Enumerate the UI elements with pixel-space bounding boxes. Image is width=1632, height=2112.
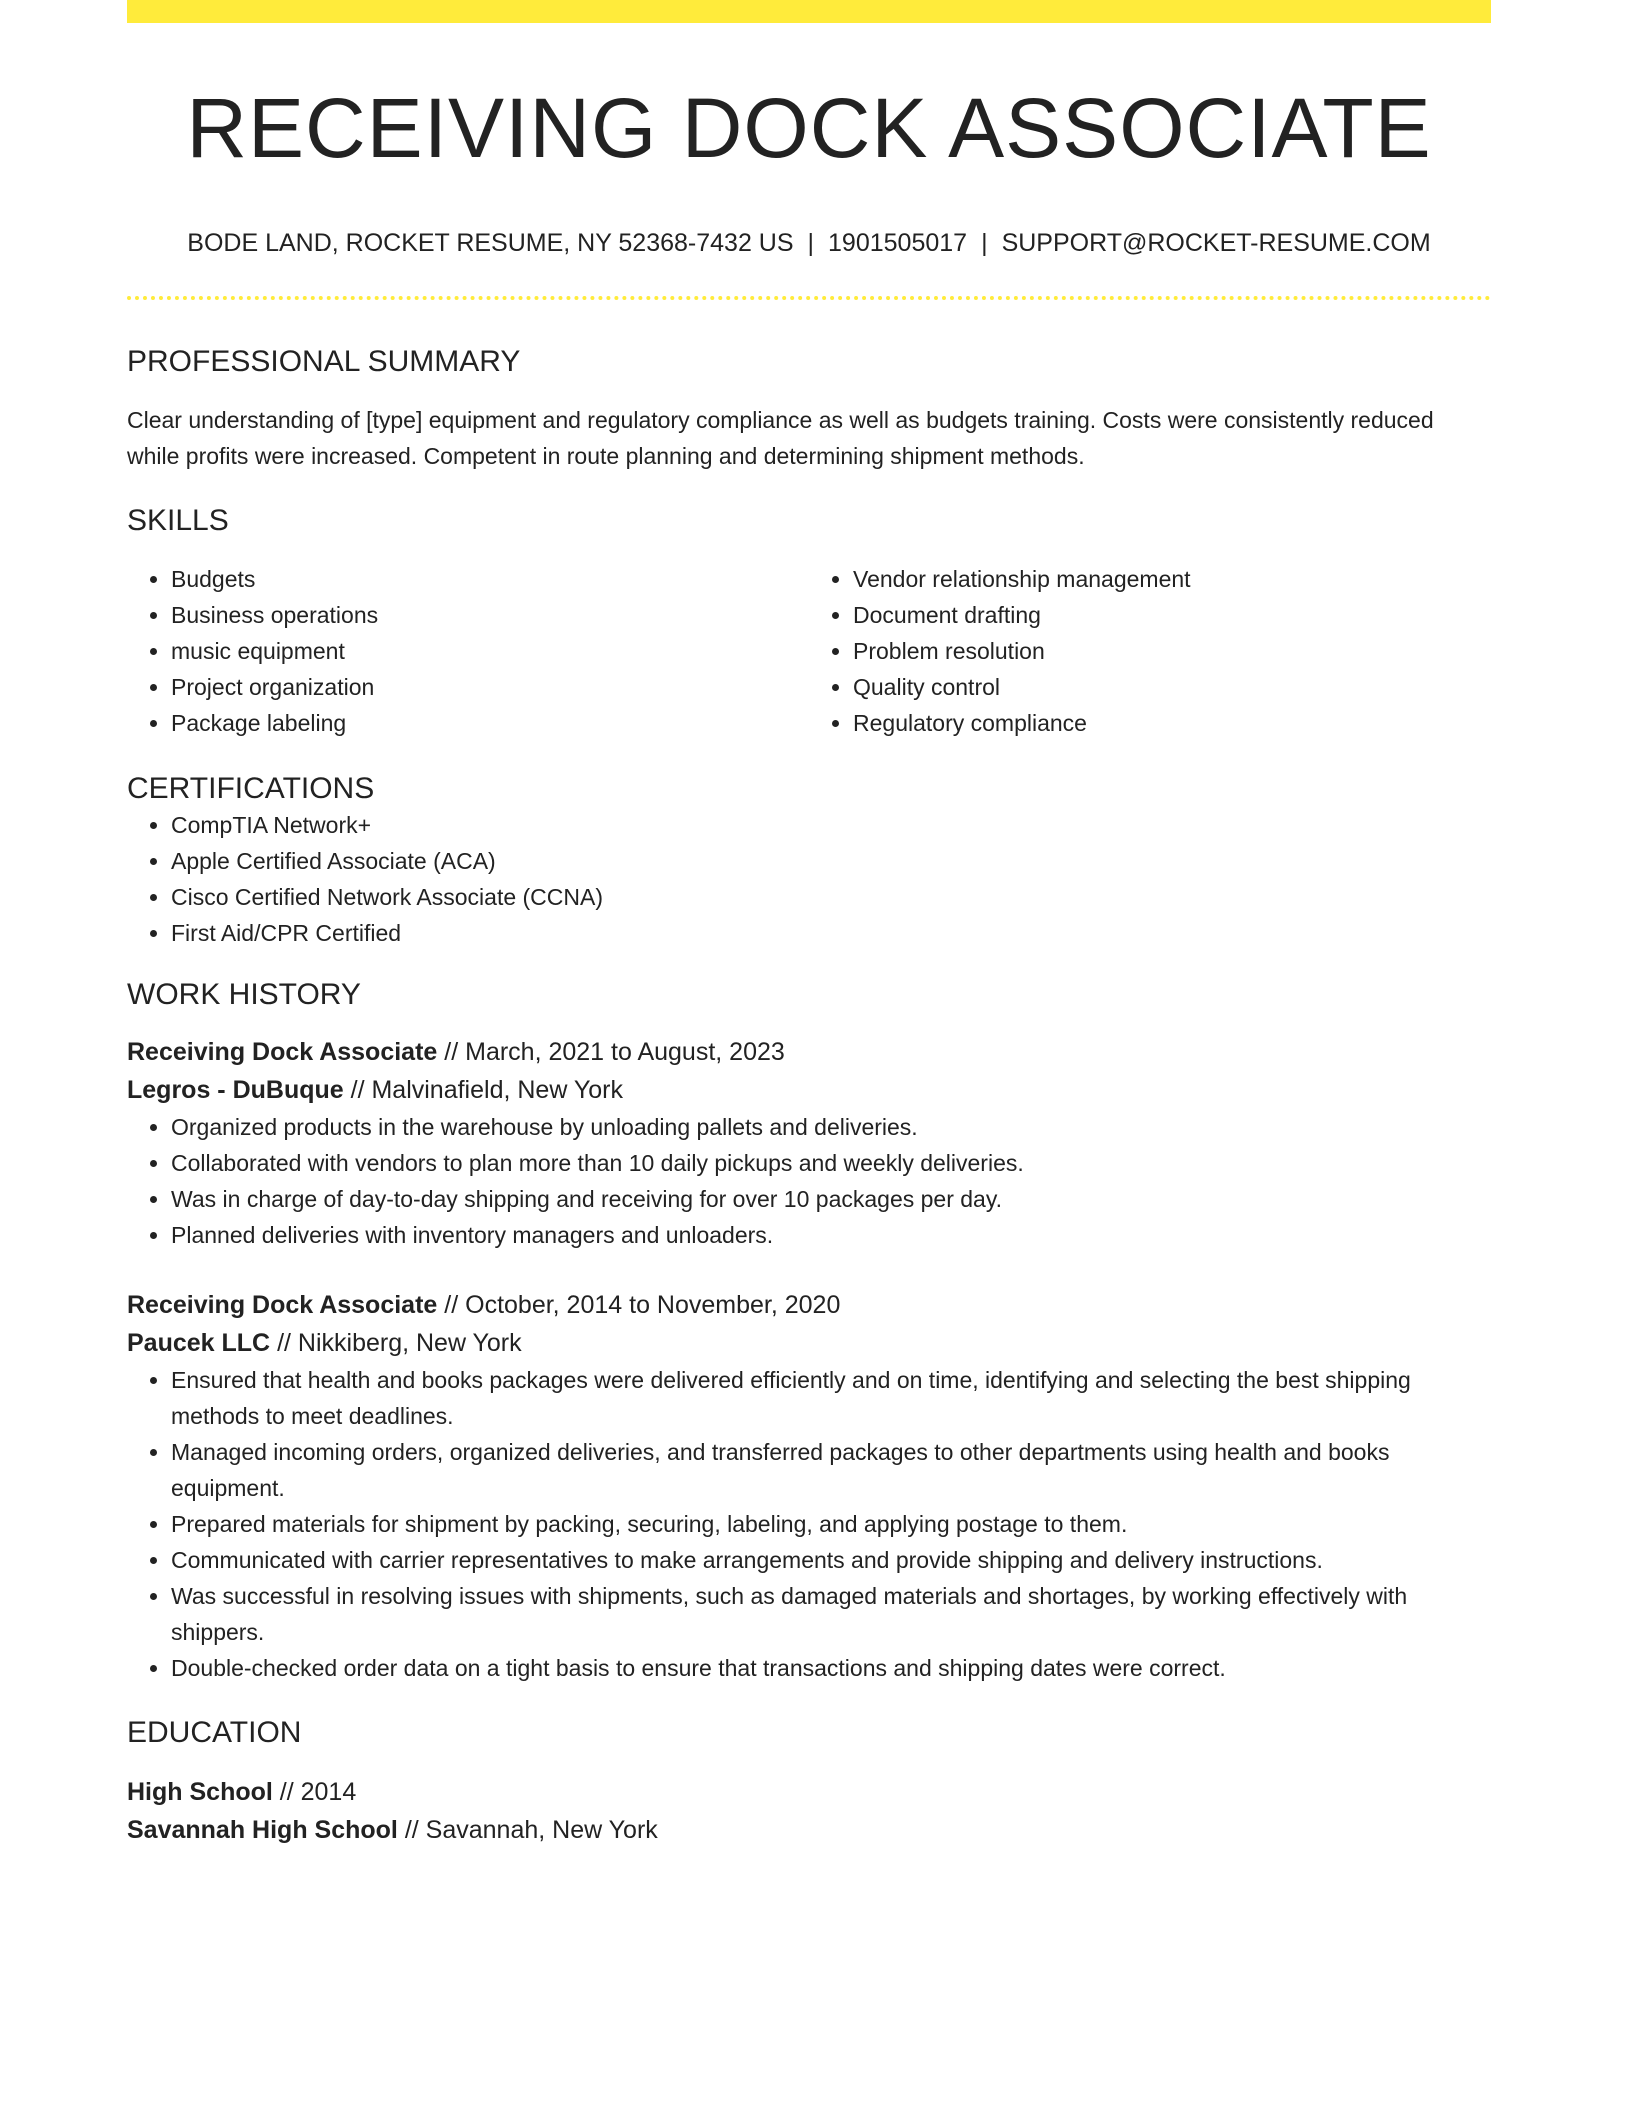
job-title: Receiving Dock Associate xyxy=(127,1038,438,1066)
skill-item: • Project organization xyxy=(171,669,809,705)
summary-text: Clear understanding of [type] equipment and regulatory compliance as well as budgets training. Costs were consistently reduced while profits were increased. Competent in route planning and determining shipment methods. xyxy=(127,407,1434,469)
education-degree: High School xyxy=(127,1778,273,1806)
certifications-heading: CERTIFICATIONS xyxy=(127,772,375,805)
job-location: // Nikkiberg, New York xyxy=(277,1329,522,1357)
job-company: Paucek LLC xyxy=(127,1329,271,1357)
skill-item: • Vendor relationship management xyxy=(853,561,1491,597)
job-dates: // March, 2021 to August, 2023 xyxy=(444,1038,785,1066)
contact-line xyxy=(127,228,1491,258)
job-title: Receiving Dock Associate xyxy=(127,1291,438,1319)
education-school-line xyxy=(127,1811,1491,1849)
job-header xyxy=(127,1286,1491,1362)
certification-item: • Apple Certified Associate (ACA) xyxy=(171,843,1491,879)
education-entry xyxy=(127,1773,1491,1849)
job-duty-item: • Communicated with carrier representatives to make arrangements and provide shipping and delivery instructions. xyxy=(171,1542,1491,1578)
job-duty-item: • Was successful in resolving issues with shipments, such as damaged materials and shortages, by working effectively with shippers. xyxy=(171,1578,1491,1650)
job-location: // Malvinafield, New York xyxy=(350,1076,623,1104)
resume-title: RECEIVING DOCK ASSOCIATE xyxy=(186,81,1432,175)
skills-list-left xyxy=(127,561,809,741)
certification-item: • CompTIA Network+ xyxy=(171,807,1491,843)
job-duty-item: • Prepared materials for shipment by packing, securing, labeling, and applying postage to them. xyxy=(171,1506,1491,1542)
job-duties-list xyxy=(127,1362,1491,1686)
skills-heading: SKILLS xyxy=(127,504,229,537)
education-degree-line xyxy=(127,1773,1491,1811)
contact-address: BODE LAND, ROCKET RESUME, NY 52368-7432 US xyxy=(187,229,794,257)
certification-item: • Cisco Certified Network Associate (CCNA) xyxy=(171,879,1491,915)
job-duty-item: • Planned deliveries with inventory managers and unloaders. xyxy=(171,1217,1491,1253)
job-duty-item: • Double-checked order data on a tight basis to ensure that transactions and shipping dates were correct. xyxy=(171,1650,1491,1686)
skill-item: • Document drafting xyxy=(853,597,1491,633)
job-duties-list xyxy=(127,1109,1491,1253)
skill-item: • Regulatory compliance xyxy=(853,705,1491,741)
job-duty-item: • Organized products in the warehouse by unloading pallets and deliveries. xyxy=(171,1109,1491,1145)
job-duty-item: • Collaborated with vendors to plan more than 10 daily pickups and weekly deliveries. xyxy=(171,1145,1491,1181)
resume-content xyxy=(127,0,1491,1849)
education-school: Savannah High School xyxy=(127,1816,398,1844)
job-title-line xyxy=(127,1286,1491,1324)
skill-item: • music equipment xyxy=(171,633,809,669)
job-duty-item: • Was in charge of day-to-day shipping and receiving for over 10 packages per day. xyxy=(171,1181,1491,1217)
skill-item: • Business operations xyxy=(171,597,809,633)
job-company-line xyxy=(127,1324,1491,1362)
skills-list-right xyxy=(809,561,1491,741)
education-year: // 2014 xyxy=(279,1778,357,1806)
contact-separator: | xyxy=(981,229,988,257)
job-title-line xyxy=(127,1033,1491,1071)
header-divider xyxy=(127,296,1491,300)
contact-separator: | xyxy=(807,229,815,257)
contact-email[interactable]: SUPPORT@ROCKET-RESUME.COM xyxy=(1001,229,1431,257)
summary-heading: PROFESSIONAL SUMMARY xyxy=(127,345,521,378)
certifications-list xyxy=(127,807,1491,951)
skill-item: • Package labeling xyxy=(171,705,809,741)
job-duty-item: • Ensured that health and books packages were delivered efficiently and on time, identifying and selecting the best shipping methods to meet deadlines. xyxy=(171,1362,1491,1434)
skill-item: • Quality control xyxy=(853,669,1491,705)
job-company: Legros - DuBuque xyxy=(127,1076,344,1104)
skills-grid xyxy=(127,561,1491,741)
job-dates: // October, 2014 to November, 2020 xyxy=(444,1291,841,1319)
education-location: // Savannah, New York xyxy=(404,1816,658,1844)
skill-item: • Budgets xyxy=(171,561,809,597)
work-history-heading: WORK HISTORY xyxy=(127,978,361,1011)
job-duty-item: • Managed incoming orders, organized deliveries, and transferred packages to other departments using health and books equipment. xyxy=(171,1434,1491,1506)
contact-phone[interactable]: 1901505017 xyxy=(828,229,968,257)
skill-item: • Problem resolution xyxy=(853,633,1491,669)
job-header xyxy=(127,1033,1491,1109)
certification-item: • First Aid/CPR Certified xyxy=(171,915,1491,951)
job-company-line xyxy=(127,1071,1491,1109)
education-heading: EDUCATION xyxy=(127,1716,302,1749)
